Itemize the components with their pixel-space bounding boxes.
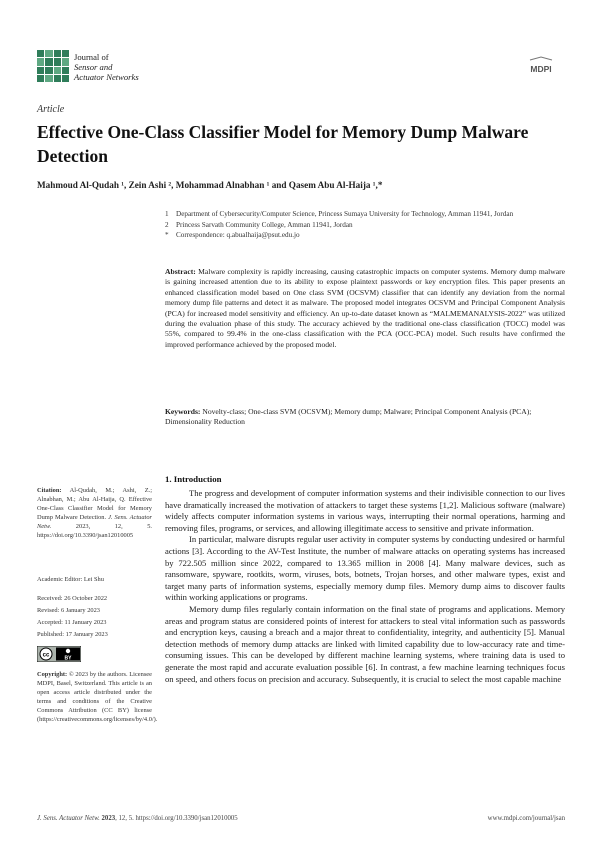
paragraph: Memory dump files regularly contain information on the final state of programs and applications. Memory areas and program status are considered points of interest for attackers to steal vital information such as passwords and encryption keys, causing a breach and a major threat to confidentiality, integrity, and authenticity [5]. Manual detection methods of memory dump attacks are linked with limited capability due to low-accuracy rate and time-consuming issues. This can be developed by different machine learning systems, where training data is used to generate the most rapid and accurate evaluation possible [6]. In contrast, a few machine learning techniques focus on speed, and others focus on precision and accuracy. Subsequently, it is crucial to select the most capable machine	[165, 603, 565, 684]
cc-label: cc	[42, 652, 50, 659]
date-accepted: Accepted: 11 January 2023	[37, 619, 107, 626]
journal-logo-icon	[37, 50, 69, 82]
academic-editor: Academic Editor: Lei Shu	[37, 576, 104, 583]
citation-text: Al-Qudah, M.; Ashi, Z.; Alnabhan, M.; Abu Al-Haija, Q. Effective One-Class Classifier Model for Memory Dump Malware Detection.	[37, 487, 152, 521]
citation-journal: J. Sens. Actuator Netw.	[37, 514, 152, 530]
journal-line-3: Actuator Networks	[74, 72, 139, 82]
abstract-text: Malware complexity is rapidly increasing, causing catastrophic impacts on computer systems. Memory dump malware is gaining increased attention due to its ability to expose plaintext passwords or key encryption files. This paper presents an enhanced classification model based on One class SVM (OCSVM) classifier that can identify any deviation from the normal memory dump file patterns and detect it as malware. The proposed model integrates OCSVM and Principal Component Analysis (PCA) for increased model sensitivity and efficiency. An up-to-date dataset known as “MALMEMANALYSIS-2022” was utilized during the evaluation phase of this study. The accuracy achieved by the traditional one-class classification (TOCC) model was 55%, compared to 99.4% in the one-class classification with the PCA (OCC-PCA) model. Such results have confirmed the improved performance achieved by the proposed model.	[165, 267, 565, 349]
date-received: Received: 26 October 2022	[37, 595, 108, 602]
copyright-block	[37, 670, 158, 724]
paragraph: In particular, malware disrupts regular user activity in computer systems by conducting undesired or harmful actions [3]. According to the AV-Test Institute, the number of malware attacks on operating systems has increased by 722.505 million since 2022, compared to 13.365 million in 2008 [4]. Many malware devices, such as ransomware, spyware, rootkits, worm, viruses, bots, botnets, Trojan horses, and other malware types, exist and target many parts of information systems, especially memory dump files. Memory dump aims to discover faults within working applications or programs.	[165, 534, 565, 603]
footer-url[interactable]: www.mdpi.com/journal/jsan	[487, 815, 565, 822]
correspondence: * Correspondence: q.abualhaija@psut.edu.jo	[165, 231, 300, 239]
keywords	[165, 407, 565, 428]
date-revised: Revised: 6 January 2023	[37, 607, 101, 614]
copyright-text: © 2023 by the authors. Licensee MDPI, Basel, Switzerland. This article is an open access article distributed under the terms and conditions of the Creative Commons Attribution (CC BY) license (https://creativecommons.org/licenses/by/4.0/).	[37, 671, 158, 723]
affiliations	[165, 209, 565, 241]
paragraph: The progress and development of computer information systems and their indivisible connection to our lives have dramatically increased the motivation of attackers to target these systems [1,2]. Malicious software (malware) widely affects computer information systems in various ways, interrupting their normal operations, harming and removing files, programs, or services, and allowing illegitimate access to sensitive and private information.	[165, 488, 565, 533]
article-type: Article	[37, 104, 65, 115]
body-text	[165, 488, 565, 685]
citation-block	[37, 486, 152, 540]
copyright-label: Copyright:	[37, 671, 68, 678]
keywords-text: Novelty-class; One-class SVM (OCSVM); Memory dump; Malware; Principal Component Analysis (PCA); Dimensionality Reduction	[165, 407, 532, 427]
journal-name	[74, 52, 139, 82]
keywords-label: Keywords:	[165, 407, 201, 416]
abstract	[165, 267, 565, 350]
affiliation-2: 2 Princess Sarvath Community College, Amman 11941, Jordan	[165, 220, 353, 229]
journal-line-1: Journal of	[74, 52, 109, 62]
citation-label: Citation:	[37, 487, 62, 494]
page-title: Effective One-Class Classifier Model for Memory Dump Malware Detection	[37, 122, 529, 166]
abstract-label: Abstract:	[165, 267, 196, 276]
journal-line-2: Sensor and	[74, 62, 113, 72]
citation-ref[interactable]: 2023, 12, 5. https://doi.org/10.3390/jsan12010005	[37, 523, 152, 539]
cc-by-license-icon[interactable]	[37, 646, 81, 662]
section-heading: 1. Introduction	[165, 474, 222, 484]
date-published: Published: 17 January 2023	[37, 631, 108, 638]
affiliation-1: 1 Department of Cybersecurity/Computer Science, Princess Sumaya University for Technology, Amman 11941, Jordan	[165, 210, 514, 218]
mdpi-logo-icon	[518, 56, 564, 80]
author-list: Mahmoud Al-Qudah ¹, Zein Ashi ², Mohammad Alnabhan ¹ and Qasem Abu Al-Haija ¹,*	[37, 180, 383, 190]
footer-citation: J. Sens. Actuator Netw. 2023, 12, 5. https://doi.org/10.3390/jsan12010005	[37, 815, 238, 822]
publisher-name: MDPI	[530, 64, 552, 74]
by-label: BY	[64, 655, 72, 662]
